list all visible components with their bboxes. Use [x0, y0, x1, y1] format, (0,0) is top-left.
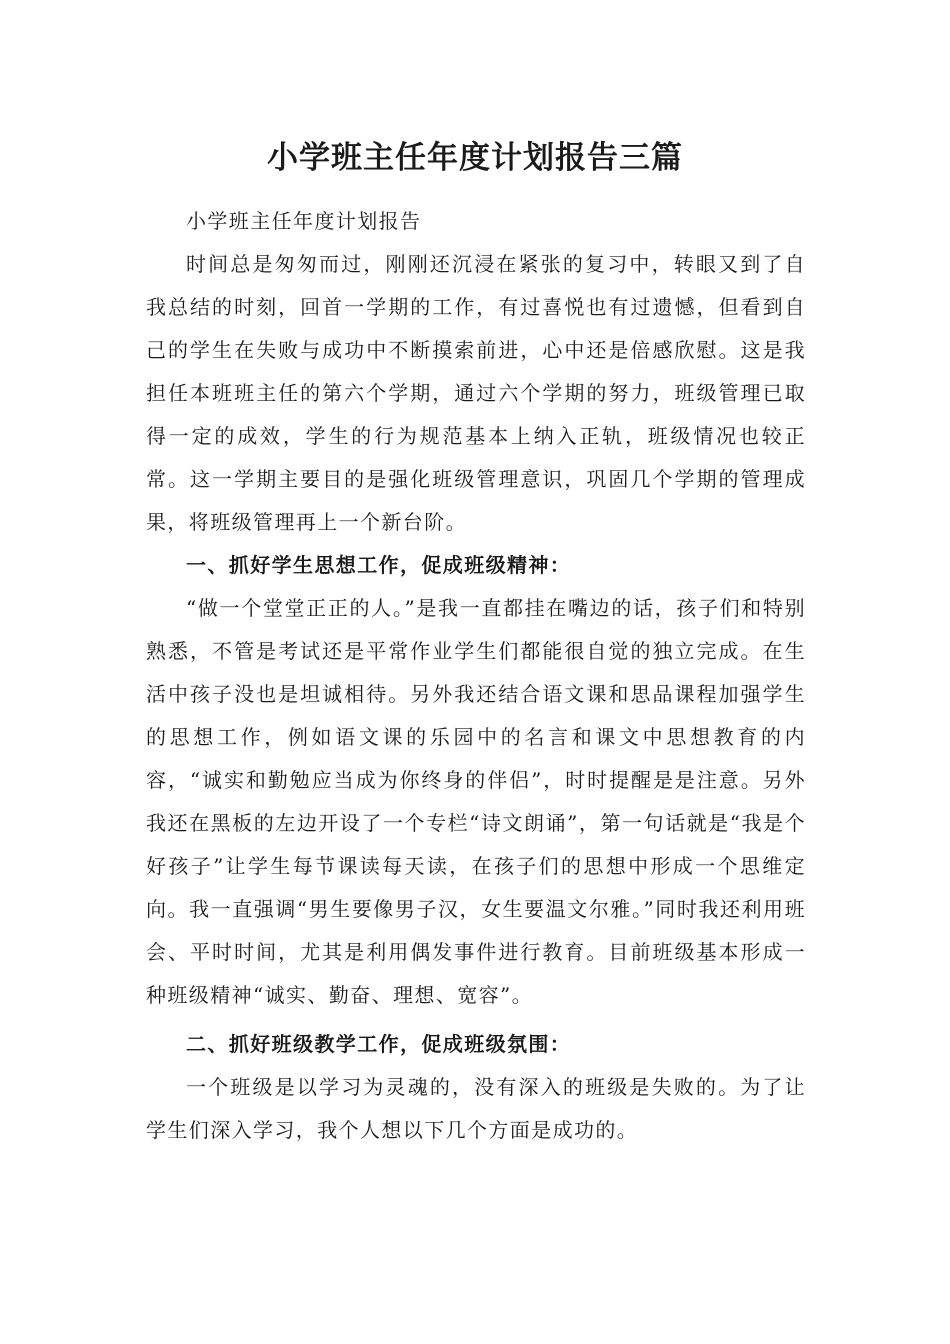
section-heading-2: 二、抓好班级教学工作，促成班级氛围： — [186, 1032, 572, 1056]
document-title: 小学班主任年度计划报告三篇 — [267, 140, 683, 176]
section-heading-1: 一、抓好学生思想工作，促成班级精神： — [186, 553, 572, 577]
section-2-paragraph: 一个班级是以学习为灵魂的，没有深入的班级是失败的。为了让学生们深入学习，我个人想以下几个方面是成功的。 — [146, 1075, 806, 1142]
section-1-paragraph: “做一个堂堂正正的人。”是我一直都挂在嘴边的话，孩子们和特别熟悉，不管是考试还是平常作业学生们都能很自觉的独立完成。在生活中孩子没也是坦诚相待。另外我还结合语文课和思品课程加强学生的思想工作，例如语文课的乐园中的名言和课文中思想教育的内容，“诚实和勤勉应当成为你终身的伴侣”，时时提醒是是注意。另外我还在黑板的左边开设了一个专栏“诗文朗诵”，第一句话就是“我是个好孩子”让学生每节课读每天读，在孩子们的思想中形成一个思维定向。我一直强调“男生要像男子汉，女生要温文尔雅。”同时我还利用班会、平时时间，尤其是利用偶发事件进行教育。目前班级基本形成一种班级精神“诚实、勤奋、理想、宽容”。 — [146, 596, 806, 1007]
intro-paragraph: 时间总是匆匆而过，刚刚还沉浸在紧张的复习中，转眼又到了自我总结的时刻，回首一学期的工作，有过喜悦也有过遗憾，但看到自己的学生在失败与成功中不断摸索前进，心中还是倍感欣慰。这是我担任本班班主任的第六个学期，通过六个学期的努力，班级管理已取得一定的成效，学生的行为规范基本上纳入正轨，班级情况也较正常。这一学期主要目的是强化班级管理意识，巩固几个学期的管理成果，将班级管理再上一个新台阶。 — [146, 252, 806, 534]
document-body — [146, 200, 806, 1152]
document-subtitle: 小学班主任年度计划报告 — [186, 209, 422, 233]
